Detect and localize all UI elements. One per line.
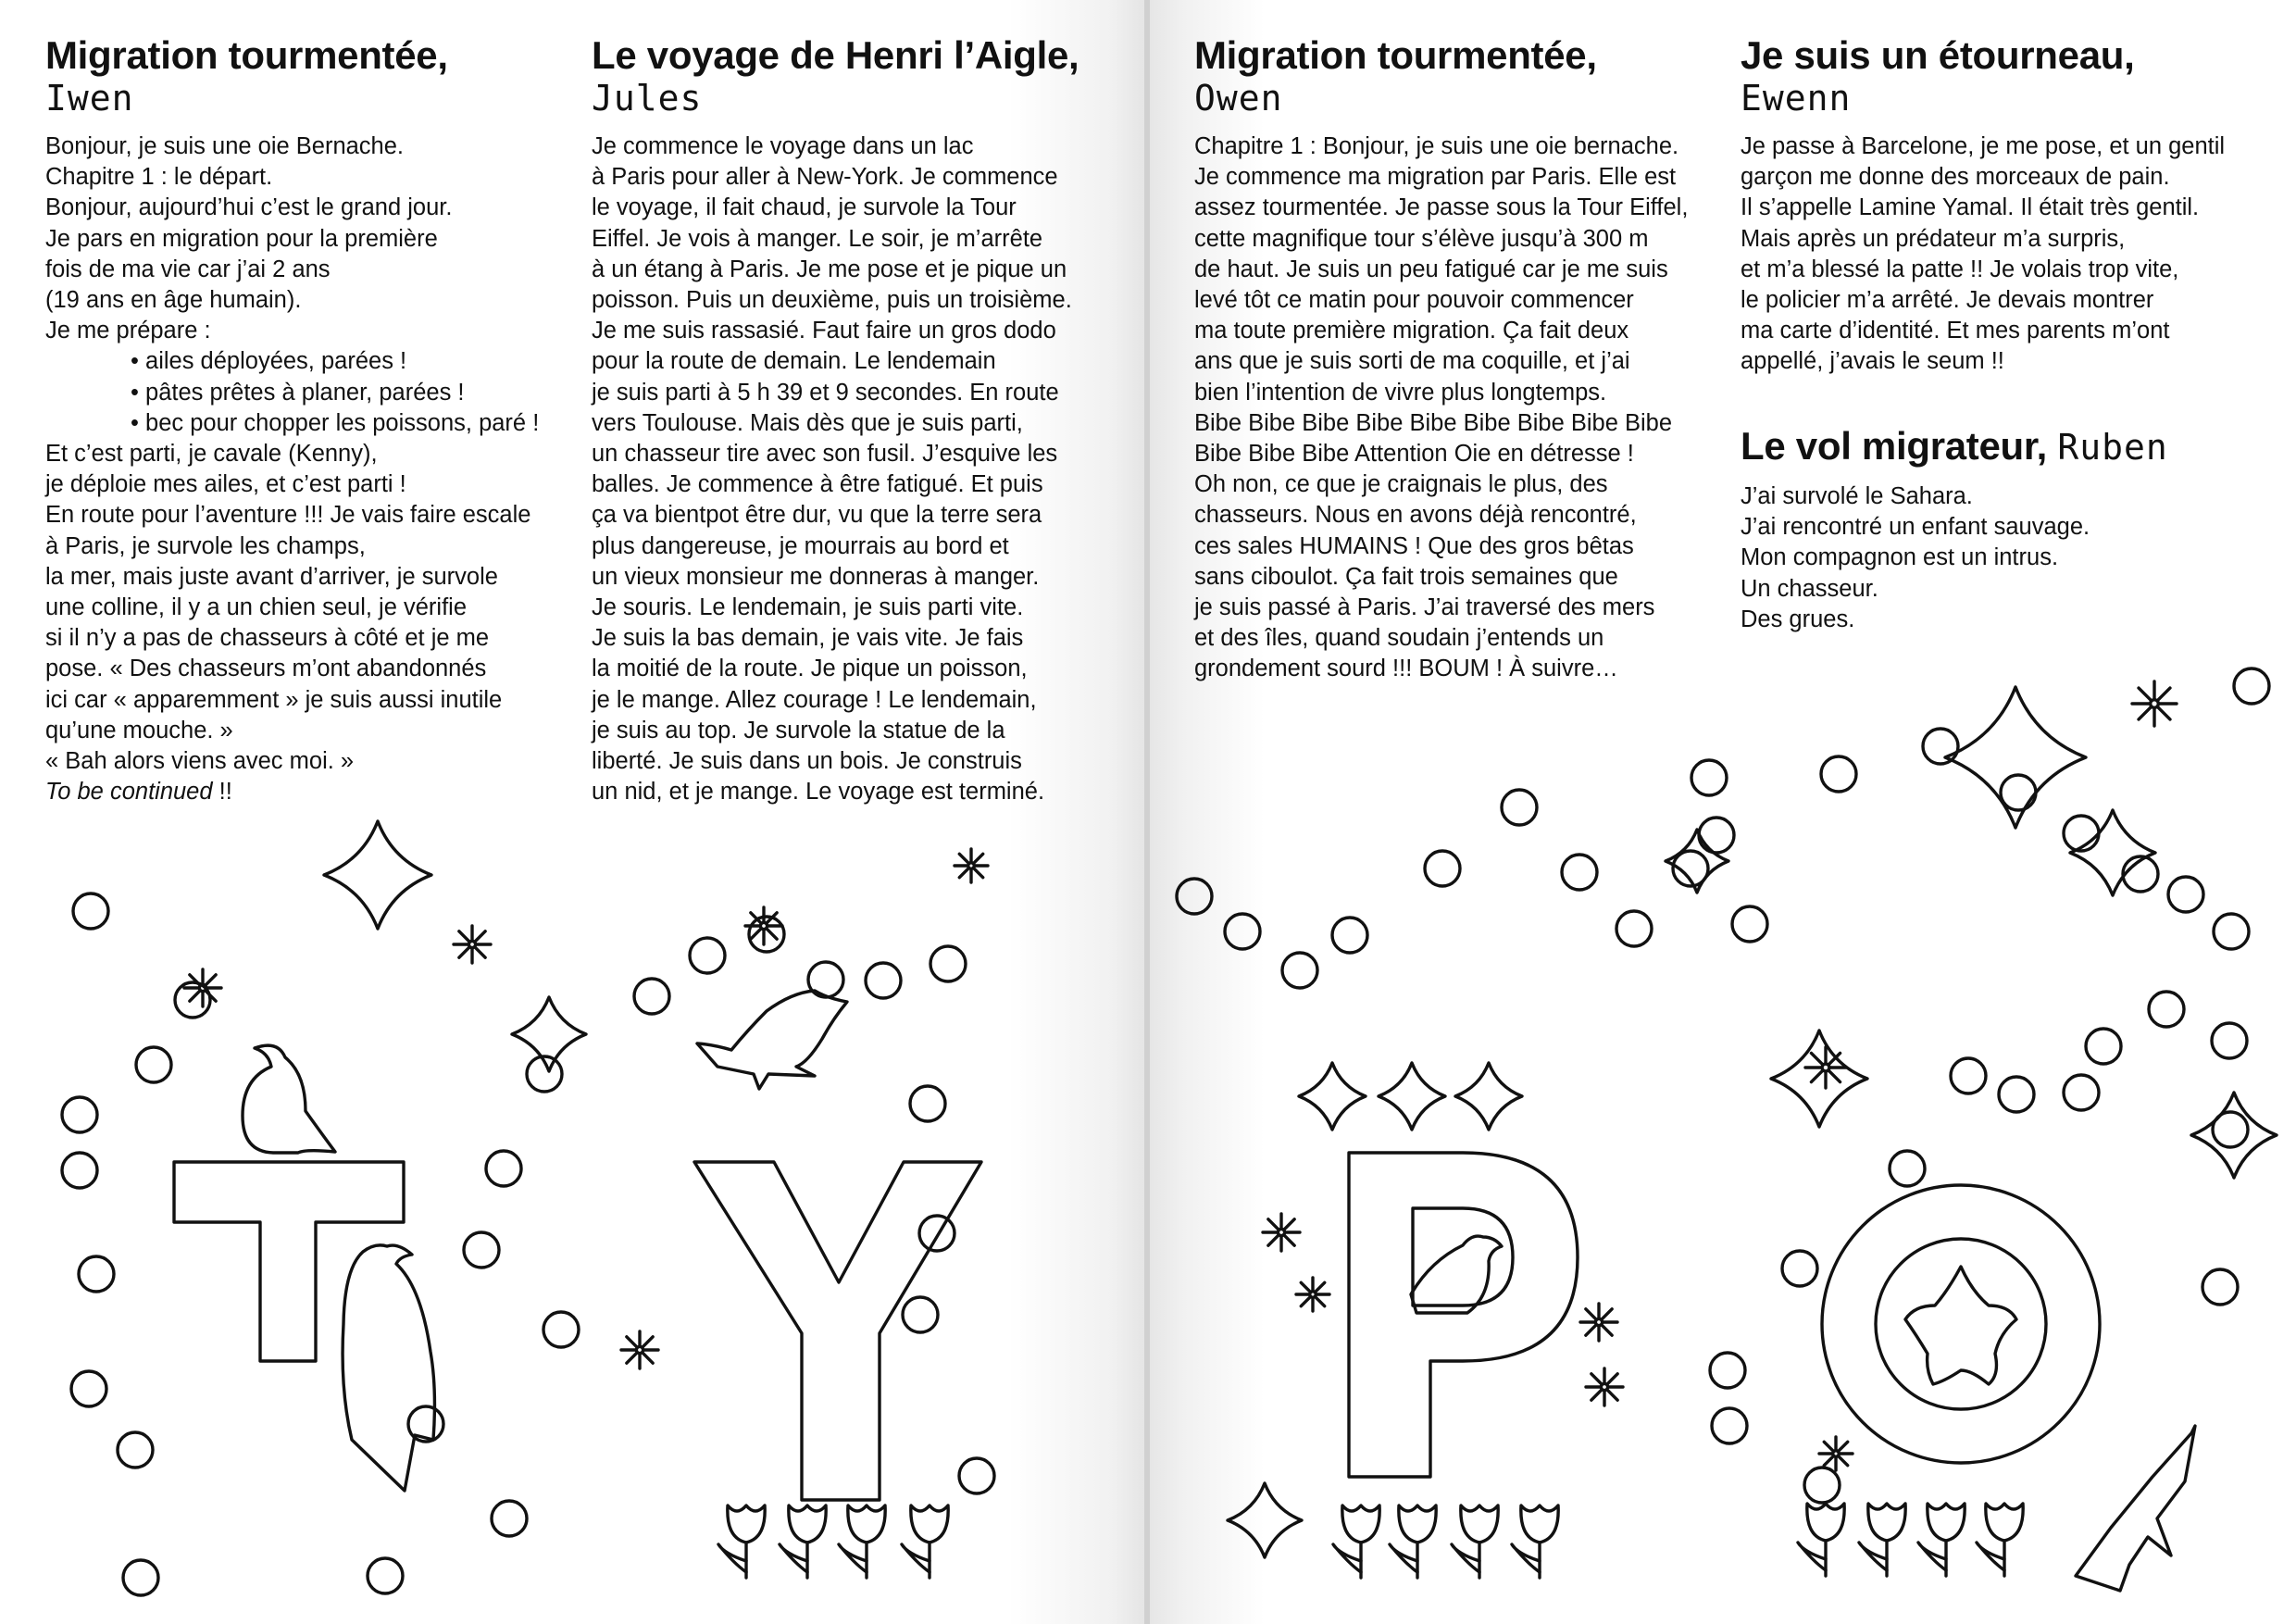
story-migration-owen bbox=[1194, 33, 1713, 685]
story-author: Owen bbox=[1194, 78, 1283, 119]
text-line: plus dangereuse, je mourrais au bord et bbox=[592, 532, 1009, 559]
text-line: Je pars en migration pour la première bbox=[45, 225, 438, 252]
text-line: grondement sourd !!! BOUM ! À suivre… bbox=[1194, 656, 1618, 682]
text-line: pour la route de demain. Le lendemain bbox=[592, 348, 996, 375]
story-text bbox=[45, 131, 564, 807]
text-line: assez tourmentée. Je passe sous la Tour Eiffel, bbox=[1194, 194, 1689, 221]
text-line: et m’a blessé la patte !! Je volais trop vite, bbox=[1741, 256, 2179, 282]
text-line: Je passe à Barcelone, je me pose, et un gentil bbox=[1741, 133, 2226, 159]
text-line: J’ai rencontré un enfant sauvage. bbox=[1741, 514, 2090, 541]
italic-text: To be continued bbox=[45, 779, 213, 806]
text-line: Un chasseur. bbox=[1741, 575, 1878, 602]
bullet-item: • bec pour chopper les poissons, paré ! bbox=[131, 408, 564, 439]
text-line: ma carte d’identité. Et mes parents m’ont bbox=[1741, 318, 2170, 344]
story-title: Migration tourmentée, bbox=[1194, 33, 1597, 77]
text-line: si il n’y a pas de chasseurs à côté et je me bbox=[45, 625, 490, 652]
text-line: sans ciboulot. Ça fait trois semaines que bbox=[1194, 563, 1618, 590]
text-line: chasseurs. Nous en avons déjà rencontré, bbox=[1194, 502, 1637, 529]
bullet-item: • ailes déployées, parées ! bbox=[131, 346, 564, 377]
text-line: Des grues. bbox=[1741, 606, 1855, 632]
text-line: poisson. Puis un deuxième, puis un troisième. bbox=[592, 287, 1072, 314]
story-author: Jules bbox=[592, 78, 703, 119]
text-line: un nid, et je mange. Le voyage est terminé. bbox=[592, 779, 1045, 806]
text-line: je suis parti à 5 h 39 et 9 secondes. En route bbox=[592, 379, 1059, 406]
story-title: Migration tourmentée, bbox=[45, 33, 448, 77]
text-line: appellé, j’avais le seum !! bbox=[1741, 348, 2004, 375]
text-line: Et c’est parti, je cavale (Kenny), bbox=[45, 441, 378, 468]
text-line: Je me prépare : bbox=[45, 318, 211, 344]
text-line: à Paris, je survole les champs, bbox=[45, 532, 366, 559]
text-line: Je commence le voyage dans un lac bbox=[592, 133, 974, 159]
text-line: (19 ans en âge humain). bbox=[45, 287, 302, 314]
text-line: Oh non, ce que je craignais le plus, des bbox=[1194, 471, 1608, 498]
story-author: Ewenn bbox=[1741, 78, 1852, 119]
text-line: ça va bientpot être dur, vu que la terre sera bbox=[592, 502, 1042, 529]
left-page bbox=[0, 0, 1146, 1624]
ending-suffix: !! bbox=[212, 779, 232, 806]
text-line: Je commence ma migration par Paris. Elle est bbox=[1194, 164, 1677, 191]
text-line: garçon me donne des morceaux de pain. bbox=[1741, 164, 2170, 191]
story-title: Je suis un étourneau, bbox=[1741, 33, 2135, 77]
story-vol-ruben bbox=[1741, 424, 2287, 635]
text-line: fois de ma vie car j’ai 2 ans bbox=[45, 256, 331, 282]
story-author: Ruben bbox=[2057, 427, 2168, 468]
story-title: Le voyage de Henri l’Aigle, bbox=[592, 33, 1079, 77]
text-line: En route pour l’aventure !!! Je vais faire escale bbox=[45, 502, 531, 529]
right-page bbox=[1150, 0, 2296, 1624]
text-line: je déploie mes ailes, et c’est parti ! bbox=[45, 471, 406, 498]
text-line: pose. « Des chasseurs m’ont abandonnés bbox=[45, 656, 487, 682]
story-migration-iwen bbox=[45, 33, 564, 807]
story-text bbox=[1741, 131, 2287, 378]
bullet-item: • pâtes prêtes à planer, parées ! bbox=[131, 378, 564, 408]
story-text bbox=[1194, 131, 1713, 685]
text-line-ending bbox=[45, 777, 564, 807]
story-title: Le vol migrateur, Ruben bbox=[1741, 424, 2168, 468]
story-text bbox=[592, 131, 1138, 807]
text-line: la moitié de la route. Je pique un poisson, bbox=[592, 656, 1028, 682]
text-line: je suis au top. Je survole la statue de la bbox=[592, 717, 1005, 743]
text-line: Mais après un prédateur m’a surpris, bbox=[1741, 225, 2126, 252]
text-line: Je souris. Le lendemain, je suis parti vite. bbox=[592, 594, 1024, 621]
text-line: Il s’appelle Lamine Yamal. Il était très gentil. bbox=[1741, 194, 2200, 221]
text-line: une colline, il y a un chien seul, je vérifie bbox=[45, 594, 468, 621]
text-line: le policier m’a arrêté. Je devais montrer bbox=[1741, 287, 2154, 314]
story-etourneau-ewenn bbox=[1741, 33, 2287, 378]
text-line: Bonjour, je suis une oie Bernache. bbox=[45, 133, 405, 159]
text-line: un chasseur tire avec son fusil. J’esquive les bbox=[592, 441, 1058, 468]
text-line: Mon compagnon est un intrus. bbox=[1741, 544, 2059, 571]
text-line: Je me suis rassasié. Faut faire un gros dodo bbox=[592, 318, 1056, 344]
text-line: levé tôt ce matin pour pouvoir commencer bbox=[1194, 287, 1634, 314]
story-author: Iwen bbox=[45, 78, 134, 119]
bullet-list bbox=[45, 346, 564, 439]
text-line: Bibe Bibe Bibe Attention Oie en détresse ! bbox=[1194, 441, 1634, 468]
text-line: ma toute première migration. Ça fait deux bbox=[1194, 318, 1629, 344]
text-line: ces sales HUMAINS ! Que des gros bêtas bbox=[1194, 532, 1634, 559]
text-line: ans que je suis sorti de ma coquille, et j’ai bbox=[1194, 348, 1630, 375]
text-line: un vieux monsieur me donneras à manger. bbox=[592, 563, 1040, 590]
story-text bbox=[1741, 481, 2287, 635]
story-voyage-jules bbox=[592, 33, 1138, 807]
text-line: la mer, mais juste avant d’arriver, je survole bbox=[45, 563, 498, 590]
text-line: à Paris pour aller à New-York. Je commence bbox=[592, 164, 1058, 191]
text-line: à un étang à Paris. Je me pose et je pique un bbox=[592, 256, 1067, 282]
text-line: qu’une mouche. » bbox=[45, 717, 233, 743]
text-line: « Bah alors viens avec moi. » bbox=[45, 748, 355, 775]
text-line: Bonjour, aujourd’hui c’est le grand jour. bbox=[45, 194, 453, 221]
text-line: je le mange. Allez courage ! Le lendemain, bbox=[592, 686, 1037, 713]
text-line: J’ai survolé le Sahara. bbox=[1741, 483, 1973, 509]
text-line: de haut. Je suis un peu fatigué car je me suis bbox=[1194, 256, 1668, 282]
text-line: ici car « apparemment » je suis aussi inutile bbox=[45, 686, 503, 713]
text-line: je suis passé à Paris. J’ai traversé des mers bbox=[1194, 594, 1655, 621]
text-line: Chapitre 1 : le départ. bbox=[45, 164, 273, 191]
text-line: Bibe Bibe Bibe Bibe Bibe Bibe Bibe Bibe Bibe bbox=[1194, 409, 1673, 436]
text-line: Eiffel. Je vois à manger. Le soir, je m’arrête bbox=[592, 225, 1043, 252]
text-line: bien l’intention de vivre plus longtemps. bbox=[1194, 379, 1607, 406]
text-line: vers Toulouse. Mais dès que je suis parti, bbox=[592, 409, 1023, 436]
text-line: liberté. Je suis dans un bois. Je construis bbox=[592, 748, 1022, 775]
text-line: cette magnifique tour s’élève jusqu’à 300 m bbox=[1194, 225, 1649, 252]
text-line: le voyage, il fait chaud, je survole la Tour bbox=[592, 194, 1017, 221]
text-line: Je suis la bas demain, je vais vite. Je fais bbox=[592, 625, 1024, 652]
text-line: Chapitre 1 : Bonjour, je suis une oie bernache. bbox=[1194, 133, 1679, 159]
text-line: et des îles, quand soudain j’entends un bbox=[1194, 625, 1604, 652]
text-line: balles. Je commence à être fatigué. Et puis bbox=[592, 471, 1043, 498]
